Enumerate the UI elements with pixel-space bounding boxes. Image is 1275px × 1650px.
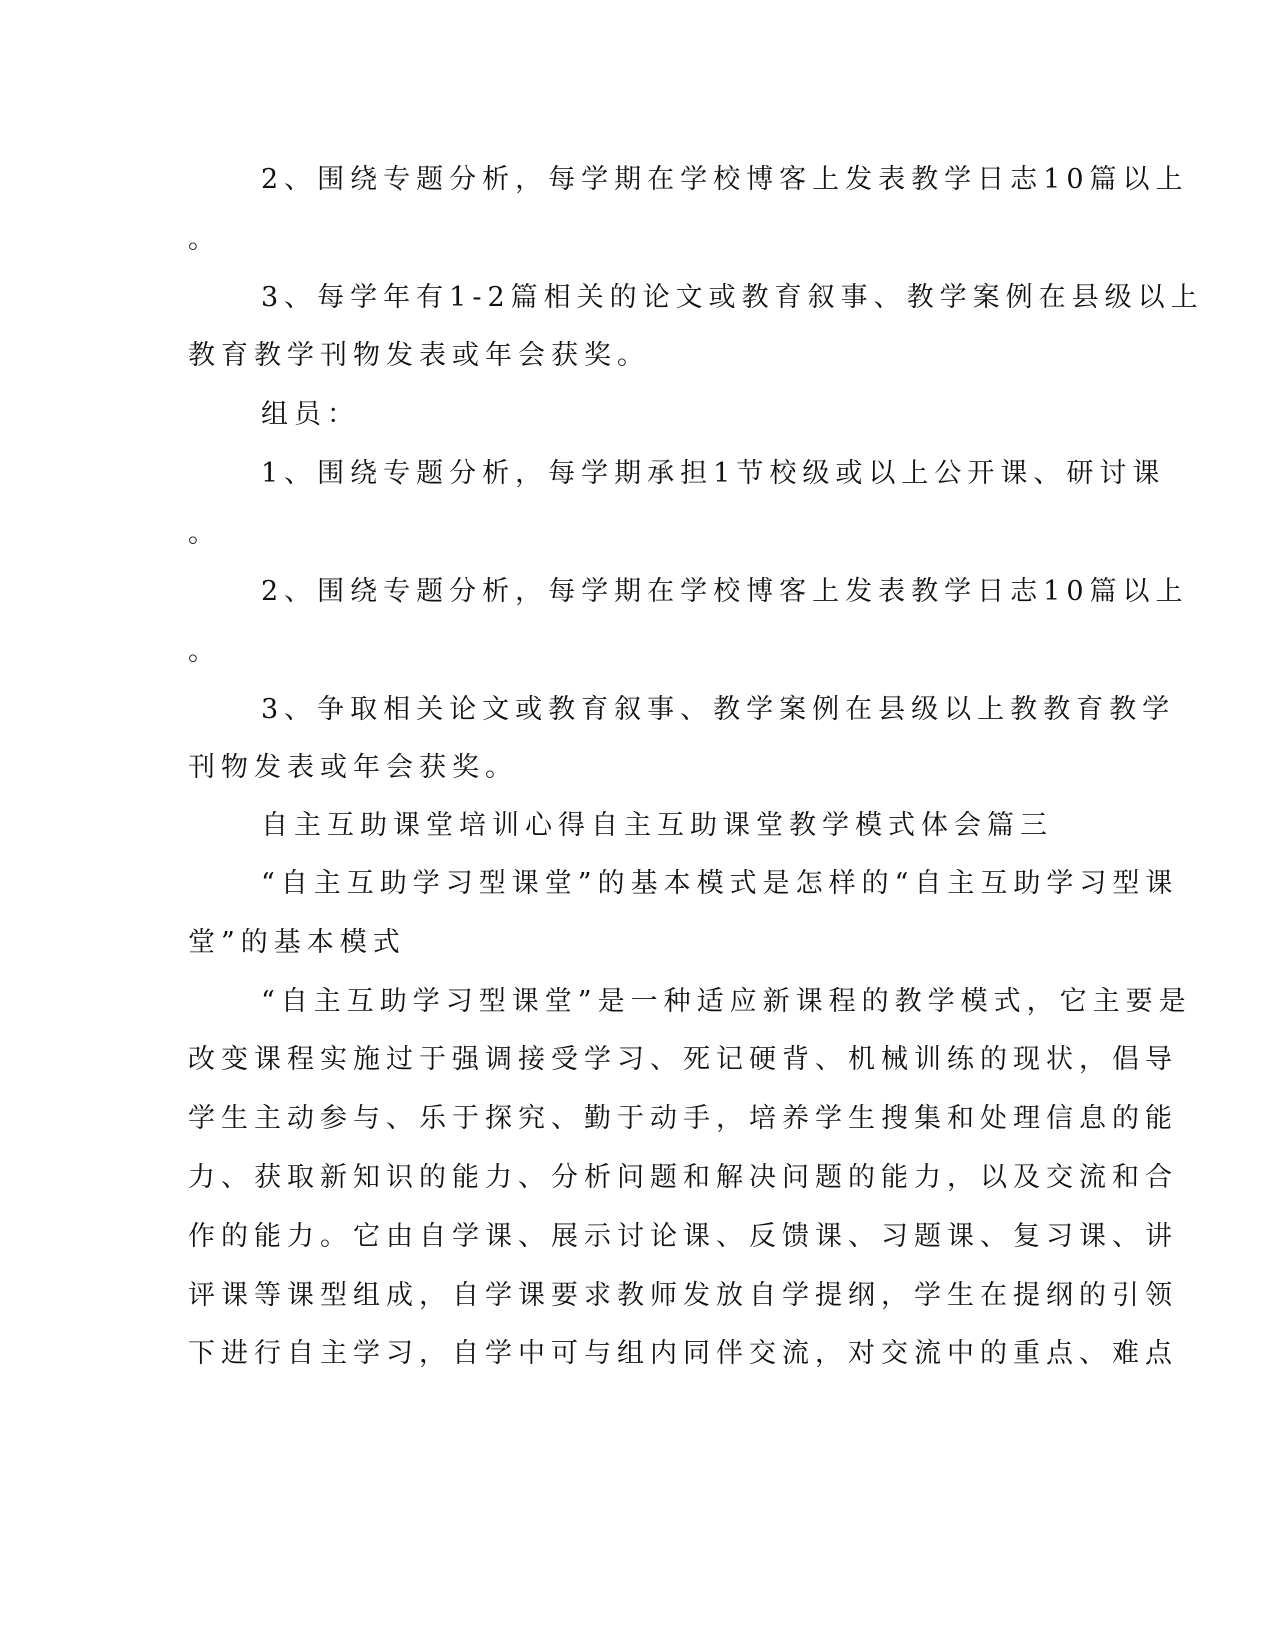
text-line: 力、获取新知识的能力、分析问题和解决问题的能力，以及交流和合 [188,1162,1178,1193]
text-line: 作的能力。它由自学课、展示讨论课、反馈课、习题课、复习课、讲 [188,1221,1178,1252]
text-line: 2、围绕专题分析，每学期在学校博客上发表教学日志10篇以上 [261,576,1189,607]
text-line: 组员： [261,399,360,430]
text-line: 1、围绕专题分析，每学期承担1节校级或以上公开课、研讨课 [261,458,1166,489]
text-line: 堂”的基本模式 [188,927,406,958]
text-line: 3、每学年有1-2篇相关的论文或教育叙事、教学案例在县级以上 [261,282,1204,313]
text-line: 。 [188,224,221,255]
text-line: 3、争取相关论文或教育叙事、教学案例在县级以上教教育教学 [261,694,1176,725]
text-line: 2、围绕专题分析，每学期在学校博客上发表教学日志10篇以上 [261,164,1189,195]
text-line: 教育教学刊物发表或年会获奖。 [188,340,650,371]
text-line: 下进行自主学习，自学中可与组内同伴交流，对交流中的重点、难点 [188,1338,1178,1369]
text-line: 评课等课型组成，自学课要求教师发放自学提纲，学生在提纲的引领 [188,1280,1178,1311]
text-line: 改变课程实施过于强调接受学习、死记硬背、机械训练的现状，倡导 [188,1044,1178,1075]
text-line: “自主互助学习型课堂”是一种适应新课程的教学模式，它主要是 [261,986,1192,1017]
section-heading: 自主互助课堂培训心得自主互助课堂教学模式体会篇三 [261,810,1053,841]
text-line: 。 [188,636,221,667]
text-line: 。 [188,518,221,549]
text-line: “自主互助学习型课堂”的基本模式是怎样的“自主互助学习型课 [261,868,1179,899]
text-line: 刊物发表或年会获奖。 [188,752,518,783]
text-line: 学生主动参与、乐于探究、勤于动手，培养学生搜集和处理信息的能 [188,1103,1178,1134]
